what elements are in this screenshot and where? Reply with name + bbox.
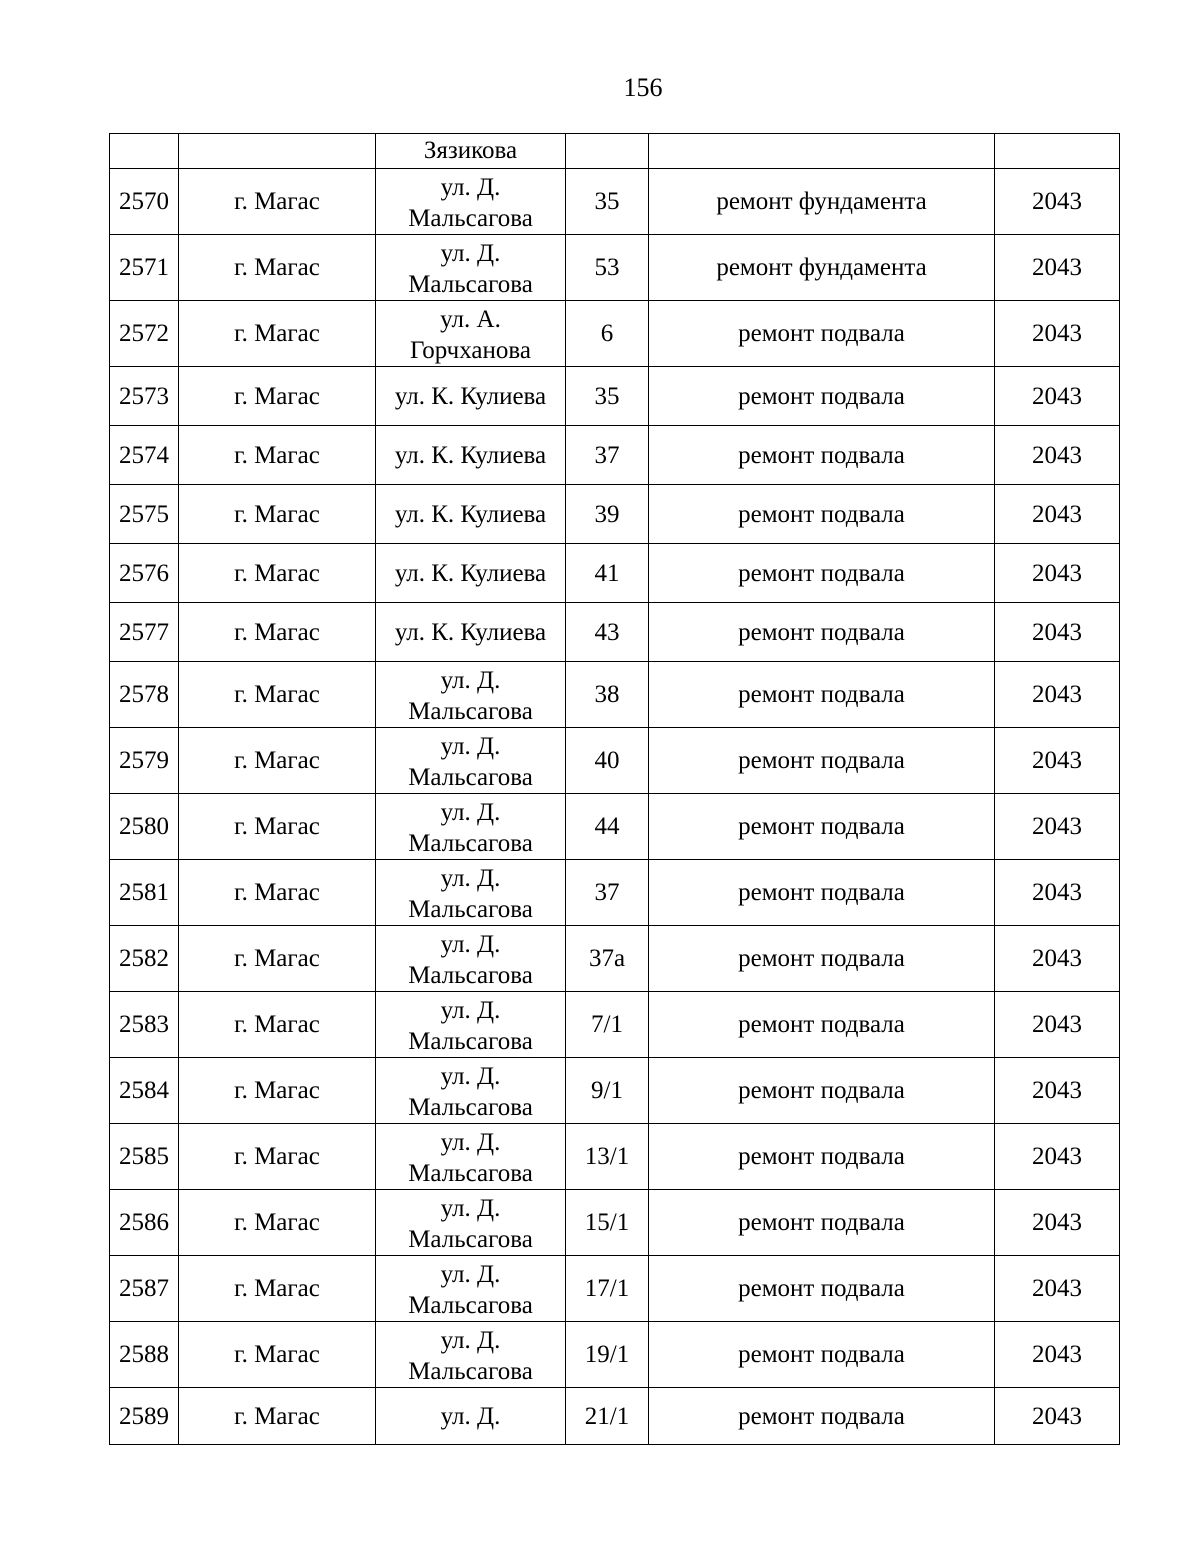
table-row bbox=[110, 544, 1120, 603]
cell-work: ремонт подвала bbox=[649, 367, 995, 426]
cell-street bbox=[376, 301, 566, 367]
cell-city: г. Магас bbox=[179, 544, 376, 603]
street-line-2: Мальсагова bbox=[408, 697, 533, 725]
cell-city: г. Магас bbox=[179, 169, 376, 235]
cell-year: 2043 bbox=[995, 301, 1120, 367]
cell-house: 37а bbox=[566, 926, 649, 992]
cell-year: 2043 bbox=[995, 544, 1120, 603]
cell-street bbox=[376, 992, 566, 1058]
street-name bbox=[380, 236, 561, 300]
cell-work: ремонт подвала bbox=[649, 1322, 995, 1388]
cell-city: г. Магас bbox=[179, 1058, 376, 1124]
cell-city: г. Магас bbox=[179, 860, 376, 926]
street-line-1: ул. Д. bbox=[440, 239, 501, 267]
cell-work: ремонт подвала bbox=[649, 926, 995, 992]
street-line-2: Мальсагова bbox=[408, 1291, 533, 1319]
cell-year: 2043 bbox=[995, 926, 1120, 992]
cell-city: г. Магас bbox=[179, 301, 376, 367]
cell-house: 37 bbox=[566, 860, 649, 926]
cell-number: 2572 bbox=[110, 301, 179, 367]
cell-street bbox=[376, 169, 566, 235]
table-body bbox=[110, 134, 1120, 1445]
cell-year: 2043 bbox=[995, 235, 1120, 301]
cell-city: г. Магас bbox=[179, 992, 376, 1058]
street-line-1: ул. Д. bbox=[440, 930, 501, 958]
cell-house: 19/1 bbox=[566, 1322, 649, 1388]
street-line-1: ул. Д. bbox=[440, 173, 501, 201]
cell-year bbox=[995, 134, 1120, 169]
street-line-2: Мальсагова bbox=[408, 895, 533, 923]
street-name bbox=[380, 993, 561, 1057]
table-row bbox=[110, 1388, 1120, 1445]
table-row bbox=[110, 301, 1120, 367]
cell-work: ремонт подвала bbox=[649, 1388, 995, 1445]
cell-number: 2583 bbox=[110, 992, 179, 1058]
street-name bbox=[380, 1125, 561, 1189]
street-line-1: ул. Д. bbox=[440, 1194, 501, 1222]
street-name bbox=[380, 861, 561, 925]
street-line-2: Мальсагова bbox=[408, 1093, 533, 1121]
cell-work: ремонт подвала bbox=[649, 1256, 995, 1322]
cell-city: г. Магас bbox=[179, 662, 376, 728]
cell-street: ул. К. Кулиева bbox=[376, 544, 566, 603]
cell-number: 2573 bbox=[110, 367, 179, 426]
cell-house: 6 bbox=[566, 301, 649, 367]
cell-work: ремонт подвала bbox=[649, 1124, 995, 1190]
cell-street bbox=[376, 860, 566, 926]
table-row bbox=[110, 1058, 1120, 1124]
cell-number: 2587 bbox=[110, 1256, 179, 1322]
cell-city: г. Магас bbox=[179, 235, 376, 301]
table-row bbox=[110, 1256, 1120, 1322]
cell-street bbox=[376, 662, 566, 728]
table-row bbox=[110, 169, 1120, 235]
street-name bbox=[380, 795, 561, 859]
street-line-1: ул. Д. bbox=[440, 1326, 501, 1354]
cell-number: 2581 bbox=[110, 860, 179, 926]
cell-work: ремонт подвала bbox=[649, 485, 995, 544]
street-line-1: ул. А. bbox=[440, 305, 501, 333]
cell-work: ремонт подвала bbox=[649, 794, 995, 860]
cell-house bbox=[566, 134, 649, 169]
cell-work: ремонт подвала bbox=[649, 860, 995, 926]
cell-street: ул. К. Кулиева bbox=[376, 426, 566, 485]
table-row bbox=[110, 367, 1120, 426]
cell-work: ремонт подвала bbox=[649, 544, 995, 603]
table-row bbox=[110, 603, 1120, 662]
street-name bbox=[380, 1257, 561, 1321]
cell-city bbox=[179, 134, 376, 169]
cell-number: 2585 bbox=[110, 1124, 179, 1190]
cell-number: 2574 bbox=[110, 426, 179, 485]
street-line-2: Мальсагова bbox=[408, 1159, 533, 1187]
cell-number: 2588 bbox=[110, 1322, 179, 1388]
cell-city: г. Магас bbox=[179, 1190, 376, 1256]
street-name bbox=[380, 729, 561, 793]
cell-year: 2043 bbox=[995, 367, 1120, 426]
street-line-1: ул. Д. bbox=[440, 1260, 501, 1288]
cell-house: 38 bbox=[566, 662, 649, 728]
street-line-1: ул. Д. bbox=[440, 1062, 501, 1090]
cell-number: 2579 bbox=[110, 728, 179, 794]
cell-number: 2586 bbox=[110, 1190, 179, 1256]
street-line-2: Мальсагова bbox=[408, 829, 533, 857]
street-line-1: ул. Д. bbox=[440, 996, 501, 1024]
cell-city: г. Магас bbox=[179, 485, 376, 544]
cell-work bbox=[649, 134, 995, 169]
street-line-2: Мальсагова bbox=[408, 1027, 533, 1055]
street-line-1: ул. Д. bbox=[440, 1128, 501, 1156]
cell-street bbox=[376, 1190, 566, 1256]
cell-year: 2043 bbox=[995, 794, 1120, 860]
cell-house: 15/1 bbox=[566, 1190, 649, 1256]
table-row bbox=[110, 235, 1120, 301]
cell-street bbox=[376, 794, 566, 860]
street-line-2: Мальсагова bbox=[408, 1357, 533, 1385]
street-line-1: ул. Д. bbox=[440, 666, 501, 694]
cell-year: 2043 bbox=[995, 1388, 1120, 1445]
cell-house: 17/1 bbox=[566, 1256, 649, 1322]
cell-work: ремонт фундамента bbox=[649, 235, 995, 301]
cell-house: 43 bbox=[566, 603, 649, 662]
street-line-1: ул. Д. bbox=[440, 798, 501, 826]
cell-house: 40 bbox=[566, 728, 649, 794]
cell-city: г. Магас bbox=[179, 603, 376, 662]
cell-year: 2043 bbox=[995, 169, 1120, 235]
street-name bbox=[380, 1323, 561, 1387]
continuation-row bbox=[110, 134, 1120, 169]
cell-street: Зязикова bbox=[376, 134, 566, 169]
cell-year: 2043 bbox=[995, 662, 1120, 728]
cell-year: 2043 bbox=[995, 603, 1120, 662]
cell-year: 2043 bbox=[995, 426, 1120, 485]
cell-street: ул. К. Кулиева bbox=[376, 603, 566, 662]
cell-street: ул. К. Кулиева bbox=[376, 367, 566, 426]
street-name bbox=[380, 663, 561, 727]
cell-house: 53 bbox=[566, 235, 649, 301]
cell-house: 37 bbox=[566, 426, 649, 485]
table-row bbox=[110, 1124, 1120, 1190]
cell-year: 2043 bbox=[995, 1124, 1120, 1190]
cell-city: г. Магас bbox=[179, 794, 376, 860]
cell-work: ремонт подвала bbox=[649, 603, 995, 662]
cell-number: 2576 bbox=[110, 544, 179, 603]
cell-street bbox=[376, 926, 566, 992]
housing-repair-table bbox=[109, 133, 1120, 1445]
street-line-2: Горчханова bbox=[410, 336, 531, 364]
street-name bbox=[380, 1191, 561, 1255]
cell-street bbox=[376, 1256, 566, 1322]
cell-year: 2043 bbox=[995, 992, 1120, 1058]
street-name bbox=[380, 170, 561, 234]
street-line-2: Мальсагова bbox=[408, 270, 533, 298]
street-name bbox=[380, 927, 561, 991]
table-row bbox=[110, 992, 1120, 1058]
cell-city: г. Магас bbox=[179, 1388, 376, 1445]
cell-house: 7/1 bbox=[566, 992, 649, 1058]
cell-work: ремонт подвала bbox=[649, 1190, 995, 1256]
cell-street bbox=[376, 1322, 566, 1388]
cell-work: ремонт фундамента bbox=[649, 169, 995, 235]
cell-work: ремонт подвала bbox=[649, 662, 995, 728]
street-line-2: Мальсагова bbox=[408, 204, 533, 232]
table-row bbox=[110, 926, 1120, 992]
street-line-2: Мальсагова bbox=[408, 961, 533, 989]
street-line-1: ул. Д. bbox=[440, 864, 501, 892]
cell-street bbox=[376, 728, 566, 794]
street-line-1: ул. Д. bbox=[440, 732, 501, 760]
table-row bbox=[110, 728, 1120, 794]
table-row bbox=[110, 485, 1120, 544]
cell-city: г. Магас bbox=[179, 1256, 376, 1322]
table-row bbox=[110, 1190, 1120, 1256]
cell-number: 2570 bbox=[110, 169, 179, 235]
cell-city: г. Магас bbox=[179, 1124, 376, 1190]
cell-work: ремонт подвала bbox=[649, 992, 995, 1058]
cell-year: 2043 bbox=[995, 1322, 1120, 1388]
cell-number: 2582 bbox=[110, 926, 179, 992]
cell-number: 2577 bbox=[110, 603, 179, 662]
street-name bbox=[380, 1059, 561, 1123]
cell-street: ул. Д. bbox=[376, 1388, 566, 1445]
cell-house: 35 bbox=[566, 367, 649, 426]
cell-number: 2589 bbox=[110, 1388, 179, 1445]
cell-city: г. Магас bbox=[179, 367, 376, 426]
cell-year: 2043 bbox=[995, 1256, 1120, 1322]
cell-year: 2043 bbox=[995, 728, 1120, 794]
table-row bbox=[110, 662, 1120, 728]
cell-street bbox=[376, 1124, 566, 1190]
cell-year: 2043 bbox=[995, 860, 1120, 926]
cell-number: 2580 bbox=[110, 794, 179, 860]
cell-number: 2571 bbox=[110, 235, 179, 301]
cell-city: г. Магас bbox=[179, 926, 376, 992]
table-row bbox=[110, 1322, 1120, 1388]
cell-house: 39 bbox=[566, 485, 649, 544]
street-name bbox=[380, 302, 561, 366]
cell-work: ремонт подвала bbox=[649, 426, 995, 485]
table-row bbox=[110, 426, 1120, 485]
cell-year: 2043 bbox=[995, 1190, 1120, 1256]
street-line-2: Мальсагова bbox=[408, 763, 533, 791]
cell-house: 41 bbox=[566, 544, 649, 603]
cell-city: г. Магас bbox=[179, 426, 376, 485]
street-line-2: Мальсагова bbox=[408, 1225, 533, 1253]
cell-number: 2578 bbox=[110, 662, 179, 728]
cell-year: 2043 bbox=[995, 1058, 1120, 1124]
cell-house: 44 bbox=[566, 794, 649, 860]
cell-number: 2575 bbox=[110, 485, 179, 544]
cell-house: 35 bbox=[566, 169, 649, 235]
cell-work: ремонт подвала bbox=[649, 301, 995, 367]
cell-work: ремонт подвала bbox=[649, 728, 995, 794]
cell-city: г. Магас bbox=[179, 728, 376, 794]
cell-number: 2584 bbox=[110, 1058, 179, 1124]
cell-street bbox=[376, 235, 566, 301]
cell-number bbox=[110, 134, 179, 169]
cell-street: ул. К. Кулиева bbox=[376, 485, 566, 544]
cell-year: 2043 bbox=[995, 485, 1120, 544]
cell-work: ремонт подвала bbox=[649, 1058, 995, 1124]
table-row bbox=[110, 794, 1120, 860]
cell-house: 21/1 bbox=[566, 1388, 649, 1445]
cell-house: 13/1 bbox=[566, 1124, 649, 1190]
cell-street bbox=[376, 1058, 566, 1124]
cell-city: г. Магас bbox=[179, 1322, 376, 1388]
page-number: 156 bbox=[623, 73, 663, 102]
table-row bbox=[110, 860, 1120, 926]
cell-house: 9/1 bbox=[566, 1058, 649, 1124]
